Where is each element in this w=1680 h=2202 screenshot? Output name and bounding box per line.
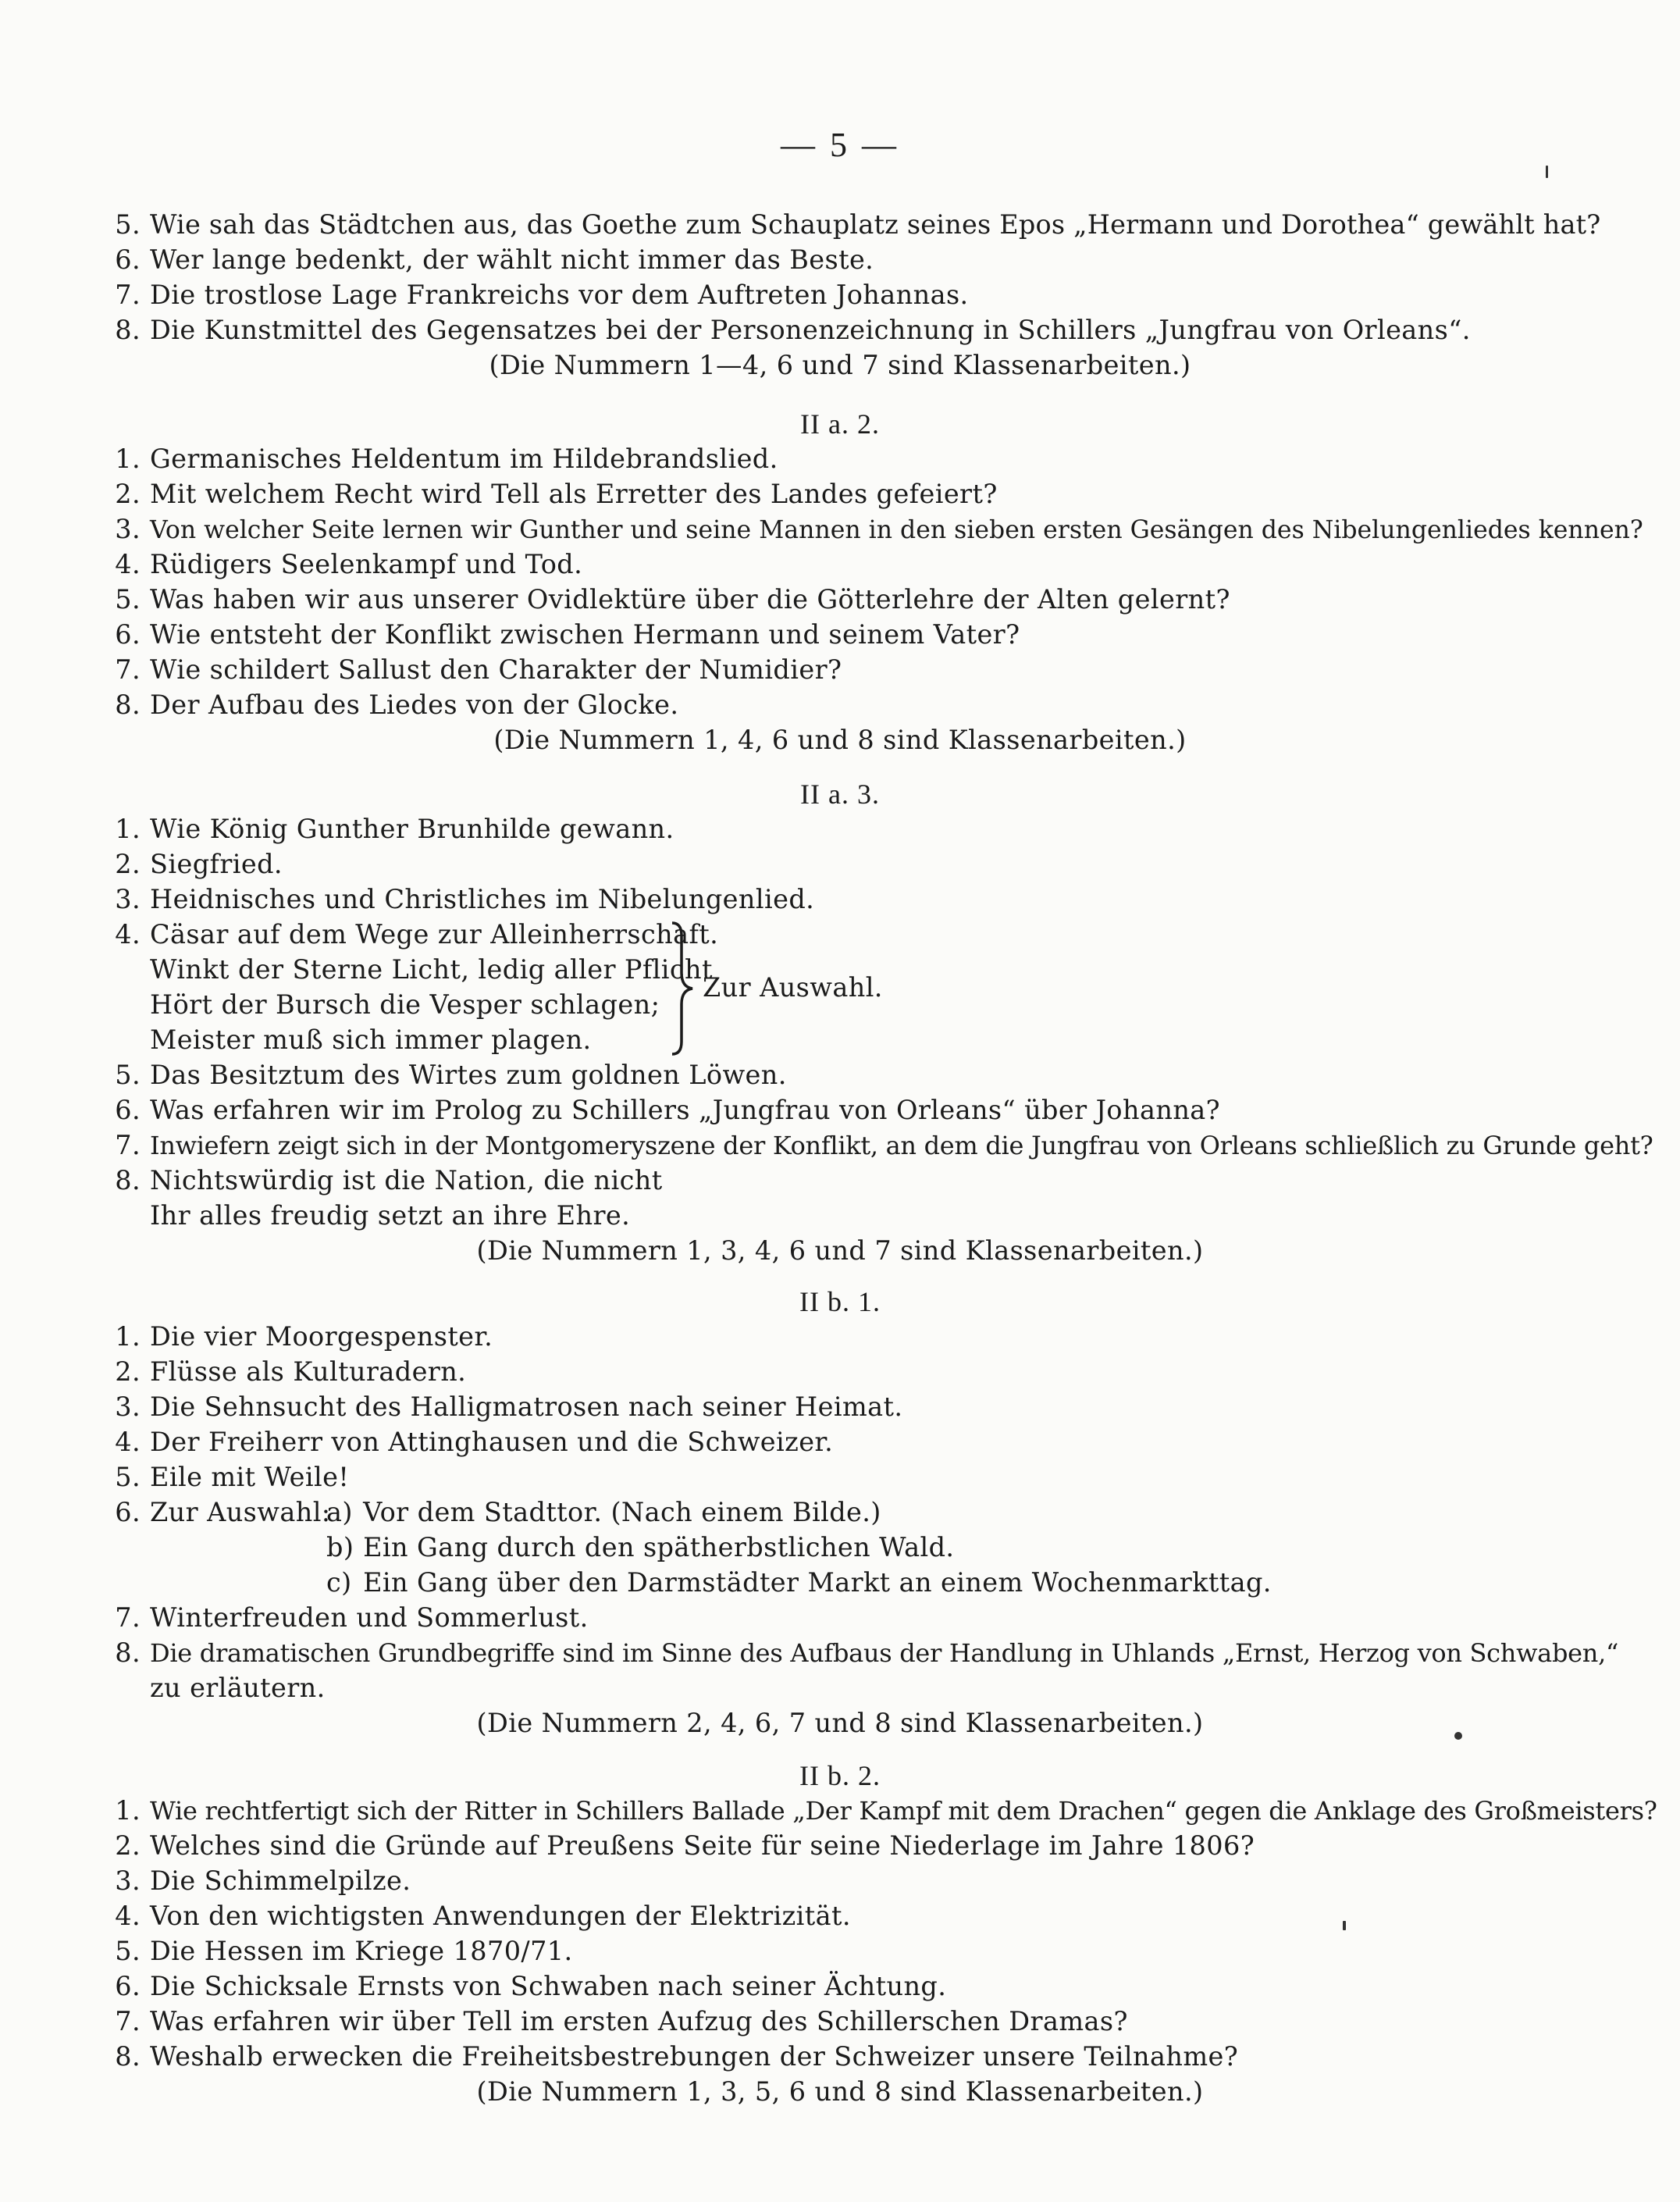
list-item: [103, 1023, 592, 1057]
list-item: 5. Das Besitztum des Wirtes zum goldnen Löwen.: [103, 1058, 787, 1092]
list-item: 6. Wie entsteht der Konflikt zwischen Hermann und seinem Vater?: [103, 618, 1020, 652]
page-number: — 5 —: [781, 126, 899, 164]
list-item: 8. Nichtswürdig ist die Nation, die nicht: [103, 1163, 663, 1198]
list-item: 5. Was haben wir aus unserer Ovidlektüre über die Götterlehre der Alten gelernt?: [103, 583, 1230, 617]
curly-brace-icon: [667, 920, 699, 1057]
item-text: zu erläutern.: [150, 1673, 326, 1703]
sub-item: c) Ein Gang über den Darmstädter Markt an einem Wochenmarkttag.: [326, 1567, 1272, 1598]
list-item: 1. Wie König Gunther Brunhilde gewann.: [103, 812, 674, 846]
item-text: Was erfahren wir im Prolog zu Schillers „Jungfrau von Orleans“ über Johanna?: [150, 1095, 1221, 1125]
item-text: Der Aufbau des Liedes von der Glocke.: [150, 689, 679, 720]
list-item: 3. Die Schimmelpilze.: [103, 1864, 411, 1898]
item-text: Das Besitztum des Wirtes zum goldnen Löwen.: [150, 1060, 787, 1090]
sub-item: b) Ein Gang durch den spätherbstlichen Wald.: [326, 1532, 955, 1562]
list-item: 2. Flüsse als Kulturadern.: [103, 1355, 466, 1389]
list-item: 6. Die Schicksale Ernsts von Schwaben nach seiner Ächtung.: [103, 1969, 946, 2004]
list-item: 5. Wie sah das Städtchen aus, das Goethe zum Schauplatz seines Epos „Hermann und Dorothea“ gewählt hat?: [103, 208, 1618, 242]
item-text: Was erfahren wir über Tell im ersten Aufzug des Schillerschen Dramas?: [150, 2006, 1128, 2036]
section-note: (Die Nummern 2, 4, 6, 7 und 8 sind Klassenarbeiten.): [476, 1708, 1204, 1738]
list-item: 7. Winterfreuden und Sommerlust.: [103, 1601, 589, 1635]
item-text: Siegfried.: [150, 849, 283, 879]
list-item: 8. Die Kunstmittel des Gegensatzes bei der Personenzeichnung in Schillers „Jungfrau von Orleans“.: [103, 313, 1471, 347]
list-item: 1. Wie rechtfertigt sich der Ritter in Schillers Ballade „Der Kampf mit dem Drachen“ gegen die Anklage des Großmeisters?: [103, 1794, 1633, 1828]
item-text: Die Sehnsucht des Halligmatrosen nach seiner Heimat.: [150, 1391, 903, 1422]
item-text: Die Schicksale Ernsts von Schwaben nach seiner Ächtung.: [150, 1971, 947, 2001]
item-text: Die trostlose Lage Frankreichs vor dem Auftreten Johannas.: [150, 280, 969, 310]
item-text: Die Hessen im Kriege 1870/71.: [150, 1936, 573, 1966]
list-item: 8. Weshalb erwecken die Freiheitsbestrebungen der Schweizer unsere Teilnahme?: [103, 2040, 1238, 2074]
section-heading: II a. 3.: [800, 779, 880, 810]
ink-spot: [1546, 166, 1548, 178]
item-text: Wer lange bedenkt, der wählt nicht immer das Beste.: [150, 244, 874, 275]
item-text: Wie entsteht der Konflikt zwischen Hermann und seinem Vater?: [150, 619, 1020, 650]
list-item: [103, 988, 660, 1022]
section-note: (Die Nummern 1—4, 6 und 7 sind Klassenarbeiten.): [489, 350, 1191, 380]
list-item: 4. Von den wichtigsten Anwendungen der Elektrizität.: [103, 1899, 851, 1933]
list-item: 7. Die trostlose Lage Frankreichs vor dem Auftreten Johannas.: [103, 278, 969, 312]
section-note: (Die Nummern 1, 3, 5, 6 und 8 sind Klassenarbeiten.): [476, 2076, 1204, 2107]
item-text: Heidnisches und Christliches im Nibelungenlied.: [150, 884, 815, 914]
item-text: Die Schimmelpilze.: [150, 1865, 411, 1896]
item-text: Von den wichtigsten Anwendungen der Elektrizität.: [150, 1901, 851, 1931]
list-item: 4. Der Freiherr von Attinghausen und die Schweizer.: [103, 1425, 833, 1459]
section-note: (Die Nummern 1, 4, 6 und 8 sind Klassenarbeiten.): [493, 725, 1187, 755]
brace-label: Zur Auswahl.: [703, 972, 883, 1003]
item-text: Wie rechtfertigt sich der Ritter in Schillers Ballade „Der Kampf mit dem Drachen“ gegen die Anklage des Großmeisters?: [150, 1796, 1657, 1826]
list-item: 2. Siegfried.: [103, 847, 283, 882]
item-text: Von welcher Seite lernen wir Gunther und seine Mannen in den sieben ersten Gesängen des Nibelungenliedes kennen?: [150, 516, 1643, 544]
item-text: Zur Auswahl:: [150, 1497, 331, 1527]
item-text: Meister muß sich immer plagen.: [150, 1024, 592, 1055]
list-item: 3. Die Sehnsucht des Halligmatrosen nach seiner Heimat.: [103, 1390, 902, 1424]
list-item: 7. Was erfahren wir über Tell im ersten Aufzug des Schillerschen Dramas?: [103, 2004, 1128, 2039]
list-item: [103, 953, 713, 987]
item-text: Die vier Moorgespenster.: [150, 1321, 493, 1352]
item-text: Ihr alles freudig setzt an ihre Ehre.: [150, 1200, 631, 1231]
item-text: Wie schildert Sallust den Charakter der Numidier?: [150, 654, 842, 685]
sub-item: a) Vor dem Stadttor. (Nach einem Bilde.): [326, 1497, 881, 1527]
list-item: 1. Germanisches Heldentum im Hildebrandslied.: [103, 442, 778, 476]
item-text: Eile mit Weile!: [150, 1462, 350, 1492]
ink-spot: [1343, 1921, 1346, 1930]
list-item: 2. Mit welchem Recht wird Tell als Erretter des Landes gefeiert?: [103, 477, 998, 511]
item-text: Wie sah das Städtchen aus, das Goethe zum Schauplatz seines Epos „Hermann und Dorothea“ gewählt hat?: [150, 209, 1601, 240]
list-item: 6. Wer lange bedenkt, der wählt nicht immer das Beste.: [103, 243, 874, 277]
list-item: 6. Zur Auswahl:: [103, 1495, 331, 1530]
sub-item-text: Ein Gang über den Darmstädter Markt an einem Wochenmarkttag.: [363, 1567, 1272, 1598]
item-text: Was haben wir aus unserer Ovidlektüre über die Götterlehre der Alten gelernt?: [150, 584, 1230, 615]
list-item: 4. Cäsar auf dem Wege zur Alleinherrschaft.: [103, 918, 718, 952]
list-item: 4. Rüdigers Seelenkampf und Tod.: [103, 547, 582, 582]
list-item: 8. Der Aufbau des Liedes von der Glocke.: [103, 688, 678, 722]
item-text: Nichtswürdig ist die Nation, die nicht: [150, 1165, 663, 1195]
section-heading: II a. 2.: [800, 408, 880, 440]
item-text: Hört der Bursch die Vesper schlagen;: [150, 989, 660, 1020]
list-item: 6. Was erfahren wir im Prolog zu Schillers „Jungfrau von Orleans“ über Johanna?: [103, 1093, 1220, 1128]
list-item: 5. Eile mit Weile!: [103, 1460, 349, 1495]
list-item: [103, 1199, 630, 1233]
ink-spot: [1454, 1732, 1462, 1740]
section-heading: II b. 2.: [799, 1760, 881, 1791]
item-text: Inwiefern zeigt sich in der Montgomeryszene der Konflikt, an dem die Jungfrau von Orleans schließlich zu Grunde geht?: [150, 1131, 1653, 1160]
list-item: 3. Heidnisches und Christliches im Nibelungenlied.: [103, 882, 814, 917]
item-text: Welches sind die Gründe auf Preußens Seite für seine Niederlage im Jahre 1806?: [150, 1830, 1255, 1861]
section-note: (Die Nummern 1, 3, 4, 6 und 7 sind Klassenarbeiten.): [476, 1235, 1204, 1266]
list-item: 5. Die Hessen im Kriege 1870/71.: [103, 1934, 573, 1969]
item-text: Germanisches Heldentum im Hildebrandslied.: [150, 444, 778, 474]
item-text: Die Kunstmittel des Gegensatzes bei der Personenzeichnung in Schillers „Jungfrau von Orleans“.: [150, 315, 1471, 345]
item-text: Rüdigers Seelenkampf und Tod.: [150, 549, 583, 579]
item-text: Weshalb erwecken die Freiheitsbestrebungen der Schweizer unsere Teilnahme?: [150, 2041, 1239, 2072]
list-item: 7. Wie schildert Sallust den Charakter der Numidier?: [103, 653, 842, 687]
list-item: 7. Inwiefern zeigt sich in der Montgomeryszene der Konflikt, an dem die Jungfrau von Orleans schließlich zu Grunde geht?: [103, 1128, 1633, 1163]
list-item: 1. Die vier Moorgespenster.: [103, 1320, 493, 1354]
item-text: Wie König Gunther Brunhilde gewann.: [150, 814, 674, 844]
item-text: Die dramatischen Grundbegriffe sind im Sinne des Aufbaus der Handlung in Uhlands „Ernst, Herzog von Schwaben,“: [150, 1638, 1619, 1668]
list-item: 8. Die dramatischen Grundbegriffe sind im Sinne des Aufbaus der Handlung in Uhlands „Ernst, Herzog von Schwaben,“: [103, 1636, 1633, 1670]
item-text: Flüsse als Kulturadern.: [150, 1356, 467, 1387]
item-text: Winterfreuden und Sommerlust.: [150, 1602, 589, 1633]
list-item: [103, 1671, 326, 1705]
item-text: Cäsar auf dem Wege zur Alleinherrschaft.: [150, 919, 719, 950]
item-text: Mit welchem Recht wird Tell als Erretter des Landes gefeiert?: [150, 479, 998, 509]
sub-item-text: Vor dem Stadttor. (Nach einem Bilde.): [363, 1497, 881, 1527]
item-text: Der Freiherr von Attinghausen und die Schweizer.: [150, 1427, 834, 1457]
section-heading: II b. 1.: [799, 1286, 881, 1317]
item-text: Winkt der Sterne Licht, ledig aller Pflicht: [150, 954, 713, 985]
sub-item-text: Ein Gang durch den spätherbstlichen Wald.: [363, 1532, 955, 1562]
list-item: 2. Welches sind die Gründe auf Preußens Seite für seine Niederlage im Jahre 1806?: [103, 1829, 1255, 1863]
list-item: 3. Von welcher Seite lernen wir Gunther und seine Mannen in den sieben ersten Gesängen des Nibelungenliedes kennen?: [103, 512, 1643, 547]
